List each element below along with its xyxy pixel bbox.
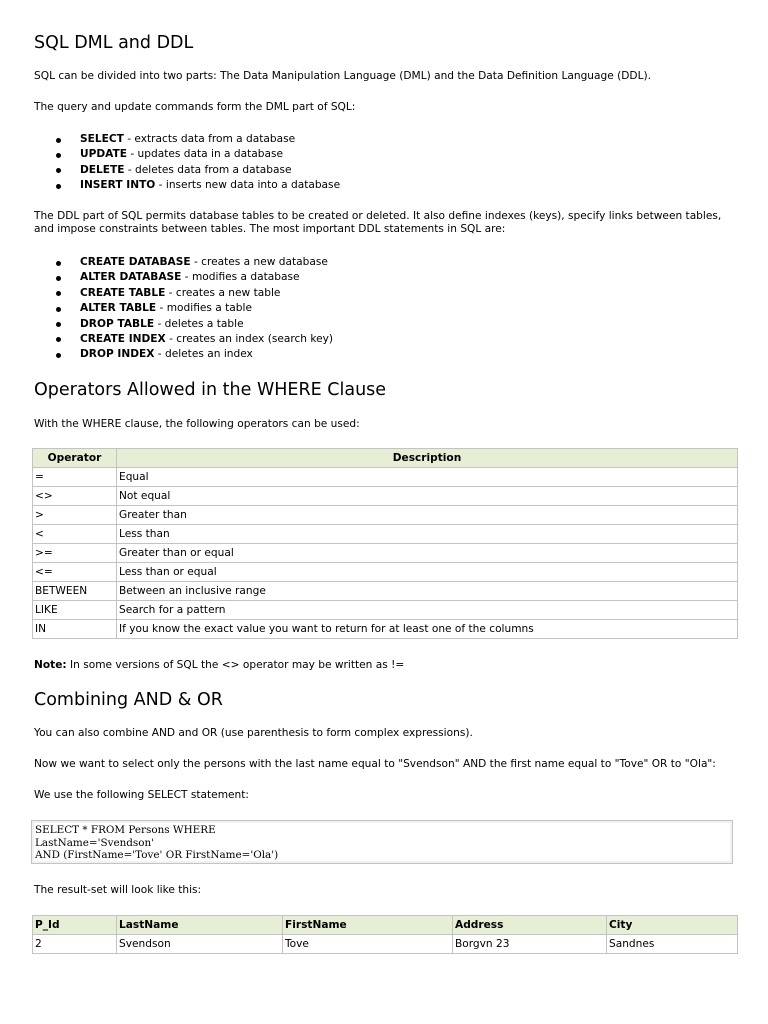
list-item: ALTER TABLE - modifies a table — [34, 301, 333, 316]
ddl-list — [34, 255, 333, 363]
and-or-paragraph-1: You can also combine AND and OR (use parenthesis to form complex expressions). — [34, 727, 473, 739]
table-row — [33, 544, 738, 563]
operators-table — [32, 448, 738, 639]
bullet-icon — [56, 307, 61, 312]
table-cell: Sandnes — [607, 935, 738, 954]
heading-where-operators: Operators Allowed in the WHERE Clause — [34, 380, 387, 400]
table-cell: Not equal — [117, 487, 738, 506]
table-row — [33, 468, 738, 487]
table-cell: Equal — [117, 468, 738, 487]
table-cell: Borgvn 23 — [453, 935, 607, 954]
list-item: CREATE INDEX - creates an index (search key) — [34, 332, 333, 347]
sql-code-block: SELECT * FROM Persons WHERE LastName='Svendson' AND (FirstName='Tove' OR FirstName='Ola') — [31, 820, 733, 864]
note-label: Note: — [34, 659, 67, 671]
where-intro-paragraph: With the WHERE clause, the following operators can be used: — [34, 418, 360, 430]
table-cell: If you know the exact value you want to return for at least one of the columns — [117, 620, 738, 639]
table-cell: LIKE — [33, 601, 117, 620]
table-cell: Between an inclusive range — [117, 582, 738, 601]
bullet-icon — [56, 353, 61, 358]
result-intro-paragraph: The result-set will look like this: — [34, 884, 202, 896]
bullet-icon — [56, 291, 61, 296]
list-item: DROP TABLE - deletes a table — [34, 317, 333, 332]
table-cell: Search for a pattern — [117, 601, 738, 620]
table-cell: > — [33, 506, 117, 525]
list-item: CREATE TABLE - creates a new table — [34, 286, 333, 301]
table-row — [33, 563, 738, 582]
list-item: INSERT INTO - inserts new data into a database — [34, 178, 340, 193]
column-header: FirstName — [283, 916, 453, 935]
table-row — [33, 525, 738, 544]
note-paragraph — [34, 659, 740, 672]
bullet-icon — [56, 138, 61, 143]
dml-list — [34, 132, 340, 194]
table-row — [33, 582, 738, 601]
table-row — [33, 506, 738, 525]
list-item: CREATE DATABASE - creates a new database — [34, 255, 333, 270]
table-cell: >= — [33, 544, 117, 563]
bullet-icon — [56, 153, 61, 158]
column-header: Address — [453, 916, 607, 935]
table-header-row — [33, 916, 738, 935]
column-header: Operator — [33, 449, 117, 468]
heading-and-or: Combining AND & OR — [34, 690, 223, 710]
bullet-icon — [56, 184, 61, 189]
column-header: P_Id — [33, 916, 117, 935]
ddl-intro-paragraph: The DDL part of SQL permits database tables to be created or deleted. It also define indexes (keys), specify links between tables, and impose constraints between tables. The most important DDL statements in SQL are: — [34, 210, 722, 235]
table-cell: Less than — [117, 525, 738, 544]
list-item: SELECT - extracts data from a database — [34, 132, 340, 147]
table-cell: Svendson — [117, 935, 283, 954]
bullet-icon — [56, 276, 61, 281]
list-item: ALTER DATABASE - modifies a database — [34, 270, 333, 285]
table-row — [33, 487, 738, 506]
result-table — [32, 915, 738, 954]
table-row — [33, 935, 738, 954]
table-cell: Greater than — [117, 506, 738, 525]
column-header: City — [607, 916, 738, 935]
table-cell: <> — [33, 487, 117, 506]
table-cell: = — [33, 468, 117, 487]
table-row — [33, 601, 738, 620]
table-cell: BETWEEN — [33, 582, 117, 601]
bullet-icon — [56, 168, 61, 173]
list-item: UPDATE - updates data in a database — [34, 147, 340, 162]
table-header-row — [33, 449, 738, 468]
table-cell: <= — [33, 563, 117, 582]
table-cell: 2 — [33, 935, 117, 954]
column-header: LastName — [117, 916, 283, 935]
heading-dml-ddl: SQL DML and DDL — [34, 33, 194, 53]
table-cell: < — [33, 525, 117, 544]
table-cell: Tove — [283, 935, 453, 954]
table-cell: Less than or equal — [117, 563, 738, 582]
dml-intro-paragraph: The query and update commands form the DML part of SQL: — [34, 101, 356, 113]
intro-paragraph: SQL can be divided into two parts: The Data Manipulation Language (DML) and the Data Definition Language (DDL). — [34, 70, 651, 82]
note-text: In some versions of SQL the <> operator may be written as != — [66, 659, 405, 671]
bullet-icon — [56, 322, 61, 327]
table-cell: Greater than or equal — [117, 544, 738, 563]
table-row — [33, 620, 738, 639]
and-or-paragraph-3: We use the following SELECT statement: — [34, 789, 249, 801]
and-or-paragraph-2: Now we want to select only the persons with the last name equal to "Svendson" AND the first name equal to "Tove" OR to "Ola": — [34, 758, 716, 770]
bullet-icon — [56, 261, 61, 266]
list-item: DROP INDEX - deletes an index — [34, 347, 333, 362]
list-item: DELETE - deletes data from a database — [34, 163, 340, 178]
bullet-icon — [56, 337, 61, 342]
column-header: Description — [117, 449, 738, 468]
table-cell: IN — [33, 620, 117, 639]
